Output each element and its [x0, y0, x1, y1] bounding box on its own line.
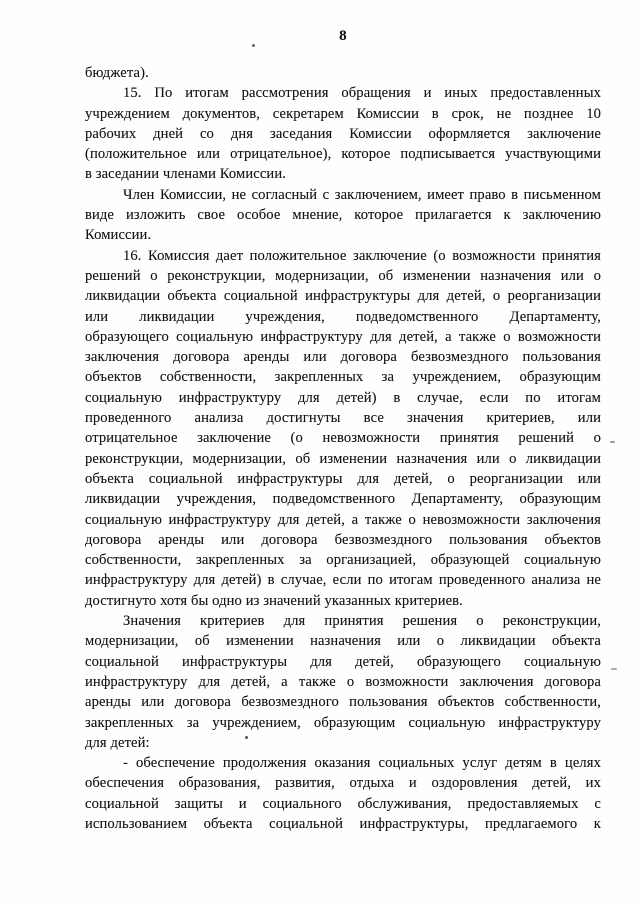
text-line: Член Комиссии, не согласный с заключением, имеет право в письменном — [123, 186, 601, 203]
text-line: ликвидации учреждения, подведомственного Департаменту, образующим — [85, 491, 601, 508]
text-line: или ликвидации учреждения, подведомственного Департаменту, — [85, 308, 601, 325]
page-number: 8 — [339, 28, 347, 44]
text-line: обеспечения образования, развития, отдыха и оздоровления детей, их — [85, 775, 601, 792]
text-line: образующего социальную инфраструктуру для детей, а также о возможности — [85, 328, 601, 345]
text-line: отрицательное заключение (о невозможности принятия решений о — [85, 430, 601, 447]
text-line: договора аренды или договора безвозмездного пользования объектов — [85, 531, 601, 548]
text-line: учреждением документов, секретарем Комиссии в срок, не позднее 10 — [85, 105, 601, 122]
text-line: социальную инфраструктуру для детей) в случае, если по итогам — [85, 389, 601, 406]
paragraph — [85, 611, 601, 753]
text-line: инфраструктуру для детей, а также о возможности заключения договора — [85, 673, 601, 690]
scan-artifact-dash — [610, 441, 615, 443]
paragraph — [85, 63, 601, 83]
text-line: заключения договора аренды или договора безвозмездного пользования — [85, 349, 601, 366]
text-line: Значения критериев для принятия решения о реконструкции, — [123, 613, 601, 630]
text-line: (положительное или отрицательное), которое подписывается участвующими — [85, 146, 601, 163]
text-line: в заседании членами Комиссии. — [85, 166, 286, 183]
text-line: аренды или договора безвозмездного пользования объектов собственности, — [85, 694, 601, 711]
text-line: объектов собственности, закрепленных за учреждением, образующим — [85, 369, 601, 386]
text-line: использованием объекта социальной инфраструктуры, предлагаемого к — [85, 815, 601, 832]
text-line: модернизации, об изменении назначения или о ликвидации объекта — [85, 633, 601, 650]
scan-artifact-dot — [252, 44, 255, 47]
text-line: решений о реконструкции, модернизации, об изменении назначения или о — [85, 267, 601, 284]
scan-artifact-dot — [245, 736, 248, 739]
text-line: достигнуто хотя бы одно из значений указанных критериев. — [85, 592, 463, 609]
paragraph — [85, 185, 601, 246]
text-line: бюджета). — [85, 65, 149, 81]
text-line: собственности, закрепленных за организацией, образующей социальную — [85, 552, 601, 569]
text-line: инфраструктуру для детей) в случае, если по итогам проведенного анализа не — [85, 572, 601, 589]
text-line: ликвидации объекта социальной инфраструктуры для детей, о реорганизации — [85, 288, 601, 305]
text-line: реконструкции, модернизации, об изменении назначения или о ликвидации — [85, 450, 601, 467]
text-line: проведенного анализа достигнуты все значения критериев, или — [85, 410, 601, 427]
text-line: - обеспечение продолжения оказания социальных услуг детям в целях — [123, 755, 601, 772]
text-line: социальной инфраструктуры для детей, образующего социальную — [85, 653, 601, 670]
text-line: социальную инфраструктуру для детей, а также о невозможности заключения — [85, 511, 601, 528]
paragraph — [85, 753, 601, 834]
text-line: Комиссии. — [85, 227, 152, 244]
scan-artifact-dash — [611, 668, 617, 670]
paragraph — [85, 246, 601, 611]
text-line: 15. По итогам рассмотрения обращения и иных предоставленных — [123, 85, 601, 102]
paragraph — [85, 83, 601, 184]
document-body — [85, 63, 601, 834]
text-line: виде изложить свое особое мнение, которое прилагается к заключению — [85, 207, 601, 224]
text-line: объекта социальной инфраструктуры для детей, о реорганизации или — [85, 470, 601, 487]
text-line: социальной защиты и социального обслуживания, предоставляемых с — [85, 795, 601, 812]
text-line: рабочих дней со дня заседания Комиссии оформляется заключение — [85, 125, 601, 142]
text-line: для детей: — [85, 734, 150, 751]
text-line: 16. Комиссия дает положительное заключение (о возможности принятия — [123, 247, 601, 264]
text-line: закрепленных за учреждением, образующим социальную инфраструктуру — [85, 714, 601, 731]
